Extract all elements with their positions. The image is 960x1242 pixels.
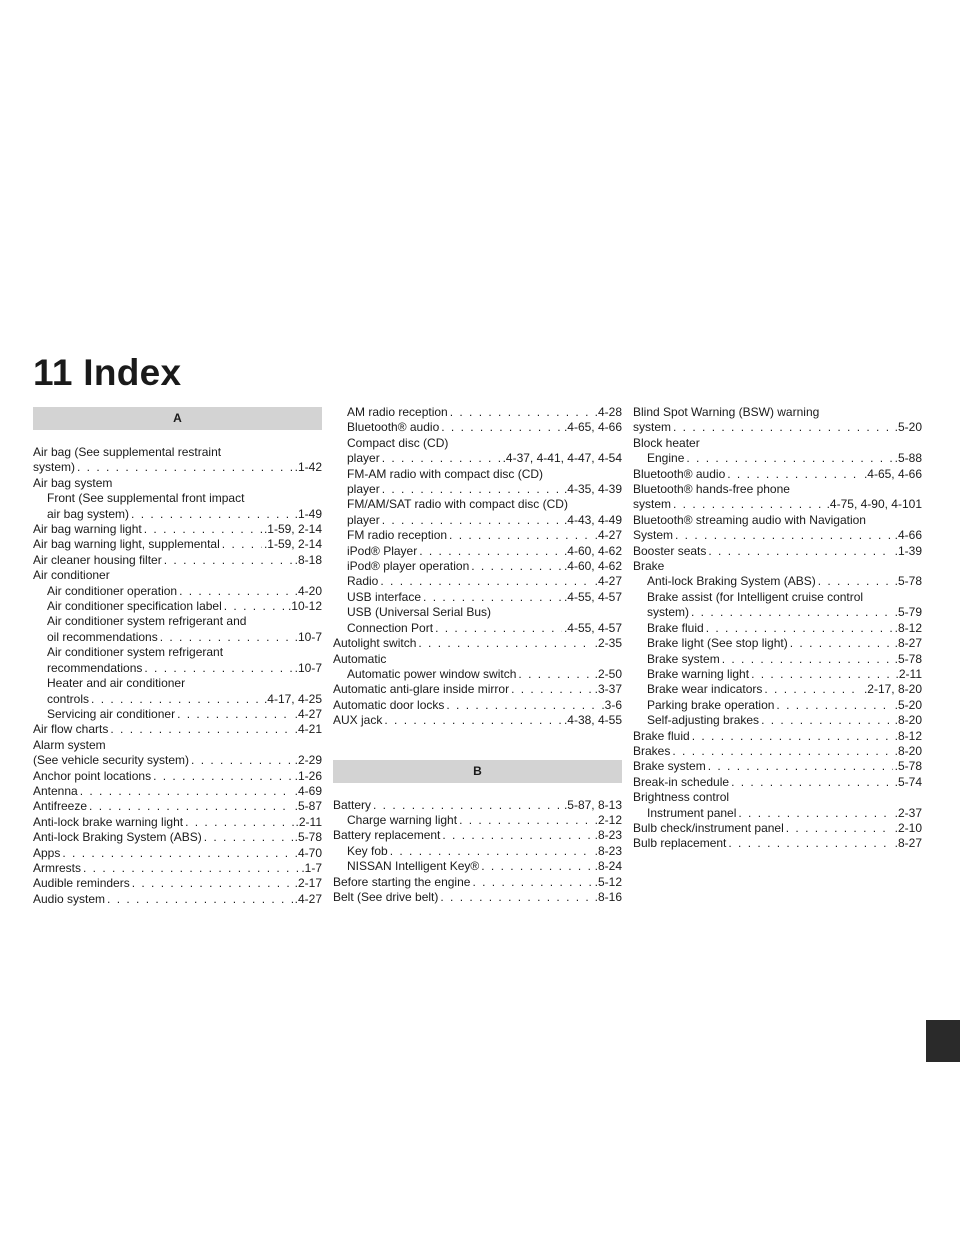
index-entry-page: .4-65, 4-66 xyxy=(563,420,622,435)
index-entry-term: Antifreeze xyxy=(33,799,88,814)
dot-leader xyxy=(177,707,293,722)
index-entry-page: .5-79 xyxy=(894,605,922,620)
index-entry xyxy=(333,859,622,874)
index-entry xyxy=(633,821,922,836)
dot-leader xyxy=(776,698,892,713)
index-entry: Blind Spot Warning (BSW) warning xyxy=(633,405,820,419)
index-entry-page: .8-27 xyxy=(894,636,922,651)
index-entry-page: .1-59, 2-14 xyxy=(263,537,322,552)
index-entry: Alarm system xyxy=(33,737,106,752)
index-entry xyxy=(333,405,622,420)
index-entry-term: Engine xyxy=(647,451,685,466)
index-entry-page: .8-27 xyxy=(894,836,922,851)
index-entry-term: air bag system) xyxy=(47,506,130,521)
index-entry xyxy=(33,846,322,861)
index-entry: Air conditioner system refrigerant and xyxy=(47,614,247,629)
index-entry-page: .3-37 xyxy=(594,682,622,697)
dot-leader xyxy=(222,537,262,552)
index-entry-page: .4-27 xyxy=(594,574,622,589)
index-entry-page: .1-59, 2-14 xyxy=(263,522,322,537)
index-entry-term: Brake fluid xyxy=(633,728,690,743)
index-entry-term: Bluetooth® audio xyxy=(633,466,726,481)
index-entry-page: .4-66 xyxy=(894,528,922,543)
index-entry xyxy=(333,698,622,713)
index-entry-page: .8-18 xyxy=(294,552,322,567)
index-column-1 xyxy=(33,407,322,907)
index-entry-page: .5-78 xyxy=(894,574,922,589)
index-entry-page: .5-87, 8-13 xyxy=(563,797,622,812)
index-entry xyxy=(633,698,922,713)
index-entry xyxy=(633,420,922,435)
index-entry-page: .5-78 xyxy=(894,759,922,774)
index-entry: Brightness control xyxy=(633,790,730,805)
index-entry xyxy=(333,451,622,466)
index-entry-page: .4-60, 4-62 xyxy=(563,543,622,558)
dot-leader xyxy=(708,544,892,559)
dot-leader xyxy=(446,698,599,713)
dot-leader xyxy=(442,828,592,843)
index-entry-term: system xyxy=(633,497,672,512)
index-entry-term: controls xyxy=(47,691,90,706)
dot-leader xyxy=(440,890,592,905)
index-entry xyxy=(633,467,922,482)
dot-leader xyxy=(449,528,593,543)
dot-leader xyxy=(89,799,293,814)
index-entry-page: .2-37 xyxy=(894,805,922,820)
index-entry-term: Antenna xyxy=(33,783,78,798)
index-entry-term: Brake system xyxy=(647,651,720,666)
dot-leader xyxy=(706,621,893,636)
dot-leader xyxy=(382,513,562,528)
index-entry xyxy=(633,729,922,744)
index-entry-page: .8-12 xyxy=(894,728,922,743)
index-entry xyxy=(333,482,622,497)
index-entry-page: .2-11 xyxy=(895,666,922,681)
dot-leader xyxy=(179,584,293,599)
index-entry xyxy=(633,497,922,512)
dot-leader xyxy=(751,667,893,682)
index-entry-term: Air bag warning light, supplemental xyxy=(33,537,220,552)
dot-leader xyxy=(423,590,562,605)
index-entry-term: Belt (See drive belt) xyxy=(333,889,439,904)
dot-leader xyxy=(672,744,892,759)
index-entry: Air conditioner xyxy=(33,568,110,583)
index-column-3 xyxy=(633,405,922,852)
index-entry-page: .8-23 xyxy=(594,843,622,858)
index-entry xyxy=(633,667,922,682)
index-entry xyxy=(633,682,922,697)
dot-leader xyxy=(390,844,593,859)
dot-leader xyxy=(691,605,893,620)
index-entry-page: .4-43, 4-49 xyxy=(563,512,622,527)
dot-leader xyxy=(761,713,893,728)
index-entry xyxy=(33,892,322,907)
dot-leader xyxy=(790,636,893,651)
index-entry-term: Parking brake operation xyxy=(647,697,775,712)
index-entry-term: Anti-lock Braking System (ABS) xyxy=(33,830,202,845)
index-entry xyxy=(333,875,622,890)
index-entry-term: Radio xyxy=(347,574,379,589)
index-entry-page: .2-17 xyxy=(294,876,322,891)
index-entry xyxy=(33,507,322,522)
index-entry xyxy=(33,537,322,552)
index-entry-page: .2-17, 8-20 xyxy=(863,682,922,697)
index-entry xyxy=(333,420,622,435)
index-entry-page: .2-10 xyxy=(894,820,922,835)
index-entry-page: .4-17, 4-25 xyxy=(263,691,322,706)
index-entry-term: Key fob xyxy=(347,843,388,858)
dot-leader xyxy=(764,682,862,697)
index-entry xyxy=(333,813,622,828)
index-entry xyxy=(333,559,622,574)
dot-leader xyxy=(110,722,292,737)
index-entry-term: system xyxy=(633,420,672,435)
index-entry xyxy=(33,707,322,722)
index-entry-term: Servicing air conditioner xyxy=(47,706,176,721)
index-entry-term: system) xyxy=(647,605,689,620)
index-entry-term: Automatic power window switch xyxy=(347,666,517,681)
dot-leader xyxy=(132,876,293,891)
index-entry-page: .8-23 xyxy=(594,828,622,843)
index-entry-term: Apps xyxy=(33,845,61,860)
index-entry: Block heater xyxy=(633,435,700,450)
dot-leader xyxy=(786,821,893,836)
index-entry xyxy=(33,522,322,537)
index-entry-term: player xyxy=(347,512,380,527)
index-entry xyxy=(33,784,322,799)
dot-leader xyxy=(708,759,893,774)
index-entry-term: Audio system xyxy=(33,891,106,906)
index-entry-term: Bulb check/instrument panel xyxy=(633,820,784,835)
dot-leader xyxy=(382,451,501,466)
dot-leader xyxy=(450,405,593,420)
dot-leader xyxy=(728,836,892,851)
index-entry-page: .5-88 xyxy=(894,451,922,466)
index-entry-term: Air bag warning light xyxy=(33,522,142,537)
index-entry-term: Booster seats xyxy=(633,543,707,558)
dot-leader xyxy=(727,467,862,482)
index-entry xyxy=(33,876,322,891)
dot-leader xyxy=(224,599,286,614)
index-entry: USB (Universal Serial Bus) xyxy=(347,605,492,620)
dot-leader xyxy=(441,420,562,435)
index-entry-page: .4-55, 4-57 xyxy=(563,620,622,635)
index-entry-term: FM radio reception xyxy=(347,528,448,543)
dot-leader xyxy=(675,528,893,543)
index-entry: Air bag system xyxy=(33,475,113,490)
dot-leader xyxy=(673,420,893,435)
dot-leader xyxy=(435,621,562,636)
index-entry xyxy=(333,713,622,728)
index-entry xyxy=(333,798,622,813)
index-entry xyxy=(633,636,922,651)
index-entry-term: Air cleaner housing filter xyxy=(33,552,162,567)
index-entry-page: .2-29 xyxy=(294,753,322,768)
index-entry: Bluetooth® hands-free phone xyxy=(633,482,790,497)
chapter-tab-marker xyxy=(926,1020,960,1062)
index-entry: FM-AM radio with compact disc (CD) xyxy=(347,466,544,481)
index-entry-term: AUX jack xyxy=(333,713,383,728)
dot-leader xyxy=(191,753,293,768)
index-entry-page: .1-42 xyxy=(294,460,322,475)
index-entry xyxy=(633,528,922,543)
index-entry-page: .4-38, 4-55 xyxy=(563,713,622,728)
index-entry-term: player xyxy=(347,451,380,466)
index-entry-term: player xyxy=(347,482,380,497)
index-entry-term: Before starting the engine xyxy=(333,874,471,889)
dot-leader xyxy=(77,460,293,475)
index-entry-page: .4-55, 4-57 xyxy=(563,589,622,604)
index-entry: Brake assist (for Intelligent cruise control xyxy=(647,589,864,604)
index-entry xyxy=(633,806,922,821)
dot-leader xyxy=(511,682,593,697)
index-entry-term: Bulb replacement xyxy=(633,836,727,851)
index-entry-term: Connection Port xyxy=(347,620,434,635)
index-entry-page: .4-27 xyxy=(594,528,622,543)
dot-leader xyxy=(204,830,293,845)
index-entry-page: .4-69 xyxy=(294,783,322,798)
dot-leader xyxy=(459,813,593,828)
dot-leader xyxy=(160,630,293,645)
index-entry xyxy=(633,775,922,790)
dot-leader xyxy=(153,769,293,784)
index-entry-term: Brake fluid xyxy=(647,620,704,635)
dot-leader xyxy=(418,636,592,651)
index-entry-term: Battery xyxy=(333,797,372,812)
index-entry-page: .4-60, 4-62 xyxy=(563,559,622,574)
index-entry-page: .8-20 xyxy=(894,743,922,758)
index-entry xyxy=(33,630,322,645)
index-entry: Air bag (See supplemental restraint xyxy=(33,445,222,459)
index-entry: Heater and air conditioner xyxy=(47,676,186,691)
index-entry-term: Battery replacement xyxy=(333,828,441,843)
index-entry xyxy=(633,544,922,559)
dot-leader xyxy=(518,667,592,682)
index-entry-term: Anti-lock brake warning light xyxy=(33,814,184,829)
index-entry-term: Brake warning light xyxy=(647,666,750,681)
index-entry xyxy=(633,713,922,728)
index-entry-term: Audible reminders xyxy=(33,876,130,891)
dot-leader xyxy=(673,497,825,512)
dot-leader xyxy=(419,544,562,559)
index-entry-page: .10-7 xyxy=(294,660,322,675)
index-entry-term: iPod® player operation xyxy=(347,559,470,574)
index-entry-term: Automatic door locks xyxy=(333,697,445,712)
index-entry-term: Self-adjusting brakes xyxy=(647,713,760,728)
dot-leader xyxy=(481,859,592,874)
index-entry-term: Brakes xyxy=(633,743,671,758)
dot-leader xyxy=(144,661,292,676)
dot-leader xyxy=(131,507,293,522)
index-entry-term: iPod® Player xyxy=(347,543,418,558)
index-entry: Front (See supplemental front impact xyxy=(47,491,245,506)
index-entry-page: .10-7 xyxy=(294,629,322,644)
index-entry xyxy=(333,513,622,528)
index-entry-page: .1-7 xyxy=(301,860,322,875)
index-entry-page: .1-39 xyxy=(894,543,922,558)
index-entry xyxy=(333,590,622,605)
index-entry xyxy=(33,753,322,768)
index-entry-page: .5-74 xyxy=(894,774,922,789)
index-entry xyxy=(33,460,322,475)
index-entry: Air conditioner system refrigerant xyxy=(47,645,224,660)
index-entry-page: .5-20 xyxy=(894,420,922,435)
index-entry-term: Charge warning light xyxy=(347,812,458,827)
index-entry-term: recommendations xyxy=(47,660,143,675)
index-entry-term: Armrests xyxy=(33,860,81,875)
index-entry-term: Instrument panel xyxy=(647,805,737,820)
dot-leader xyxy=(107,892,293,907)
index-entry-page: .2-50 xyxy=(594,666,622,681)
index-entry xyxy=(333,528,622,543)
index-entry-page: .8-24 xyxy=(594,859,622,874)
index-entry xyxy=(33,692,322,707)
index-entry-page: .4-35, 4-39 xyxy=(563,482,622,497)
index-entry-page: .4-28 xyxy=(594,405,622,419)
index-entry-term: Air conditioner specification label xyxy=(47,599,222,614)
index-entry-term: Air conditioner operation xyxy=(47,583,178,598)
index-entry-term: (See vehicle security system) xyxy=(33,753,190,768)
index-entry xyxy=(633,605,922,620)
dot-leader xyxy=(83,861,299,876)
index-entry xyxy=(33,769,322,784)
index-entry: Compact disc (CD) xyxy=(347,435,449,450)
index-entry: Bluetooth® streaming audio with Navigation xyxy=(633,512,866,527)
index-entry-page: .1-49 xyxy=(294,506,322,521)
index-entry-term: Autolight switch xyxy=(333,636,417,651)
index-entry-page: .3-6 xyxy=(601,697,622,712)
dot-leader xyxy=(384,713,562,728)
dot-leader xyxy=(382,482,562,497)
dot-leader xyxy=(144,522,262,537)
index-entry-page: .5-20 xyxy=(894,697,922,712)
index-entry-term: Anti-lock Braking System (ABS) xyxy=(647,574,816,589)
index-entry xyxy=(633,451,922,466)
index-entry xyxy=(33,861,322,876)
index-entry-page: .8-20 xyxy=(894,713,922,728)
index-entry xyxy=(333,544,622,559)
index-entry-page: .2-35 xyxy=(594,636,622,651)
index-entry xyxy=(333,667,622,682)
index-entry xyxy=(33,830,322,845)
index-entry xyxy=(333,890,622,905)
index-entry xyxy=(33,661,322,676)
index-entry-page: .1-26 xyxy=(294,768,322,783)
index-entry-page: .5-12 xyxy=(594,874,622,889)
index-entry xyxy=(633,621,922,636)
index-entry-term: USB interface xyxy=(347,589,422,604)
index-entry xyxy=(633,759,922,774)
index-entry-page: .4-70 xyxy=(294,845,322,860)
index-entry-page: .8-16 xyxy=(594,889,622,904)
index-entry xyxy=(333,636,622,651)
index-entry-page: .4-20 xyxy=(294,583,322,598)
index-entry: FM/AM/SAT radio with compact disc (CD) xyxy=(347,497,568,512)
index-entry xyxy=(333,574,622,589)
index-entry-term: Anchor point locations xyxy=(33,768,152,783)
index-entry-page: .2-12 xyxy=(594,812,622,827)
dot-leader xyxy=(164,553,293,568)
index-entry-term: Air flow charts xyxy=(33,722,109,737)
index-entry-page: .5-78 xyxy=(294,830,322,845)
index-entry-page: .4-27 xyxy=(294,706,322,721)
index-entry xyxy=(33,815,322,830)
dot-leader xyxy=(380,574,592,589)
index-entry xyxy=(633,574,922,589)
index-entry xyxy=(333,682,622,697)
index-entry-page: .10-12 xyxy=(287,599,322,614)
index-entry-term: system) xyxy=(33,460,75,475)
section-header-a: A xyxy=(33,407,322,430)
dot-leader xyxy=(80,784,293,799)
index-entry xyxy=(33,799,322,814)
index-entry-term: oil recommendations xyxy=(47,629,158,644)
dot-leader xyxy=(686,451,892,466)
dot-leader xyxy=(185,815,293,830)
index-column-2 xyxy=(333,405,622,905)
section-header-b: B xyxy=(333,760,622,783)
index-entry xyxy=(633,652,922,667)
index-entry-term: Break-in schedule xyxy=(633,774,730,789)
index-entry-page: .5-87 xyxy=(294,799,322,814)
dot-leader xyxy=(91,692,262,707)
index-entry-page: .8-12 xyxy=(894,620,922,635)
index-entry-page: .4-37, 4-41, 4-47, 4-54 xyxy=(502,451,622,466)
index-entry-page: .5-78 xyxy=(894,651,922,666)
dot-leader xyxy=(692,729,893,744)
index-entry xyxy=(633,836,922,851)
index-entry-term: NISSAN Intelligent Key® xyxy=(347,859,480,874)
index-entry-term: Brake system xyxy=(633,759,706,774)
index-entry-term: System xyxy=(633,528,674,543)
index-entry xyxy=(33,599,322,614)
index-entry-page: .4-75, 4-90, 4-101 xyxy=(826,497,922,512)
index-entry-term: Automatic anti-glare inside mirror xyxy=(333,682,510,697)
index-entry-page: .4-65, 4-66 xyxy=(863,466,922,481)
index-entry xyxy=(33,553,322,568)
index-entry-page: .2-11 xyxy=(295,814,322,829)
index-entry-page: .4-27 xyxy=(294,891,322,906)
dot-leader xyxy=(722,652,893,667)
index-entry-term: Brake light (See stop light) xyxy=(647,636,788,651)
dot-leader xyxy=(472,875,592,890)
index-entry xyxy=(333,621,622,636)
dot-leader xyxy=(731,775,893,790)
dot-leader xyxy=(471,559,562,574)
index-entry-term: AM radio reception xyxy=(347,405,448,419)
index-entry xyxy=(633,744,922,759)
index-entry-term: Brake wear indicators xyxy=(647,682,763,697)
index-entry xyxy=(33,722,322,737)
index-entry: Brake xyxy=(633,559,665,574)
page-title: 11 Index xyxy=(33,352,182,393)
index-entry: Automatic xyxy=(333,651,387,666)
index-entry xyxy=(333,828,622,843)
index-entry-page: .4-21 xyxy=(294,722,322,737)
index-entry xyxy=(33,584,322,599)
dot-leader xyxy=(818,574,893,589)
dot-leader xyxy=(738,806,892,821)
dot-leader xyxy=(62,846,292,861)
index-entry xyxy=(333,844,622,859)
dot-leader xyxy=(373,798,562,813)
index-entry-term: Bluetooth® audio xyxy=(347,420,440,435)
